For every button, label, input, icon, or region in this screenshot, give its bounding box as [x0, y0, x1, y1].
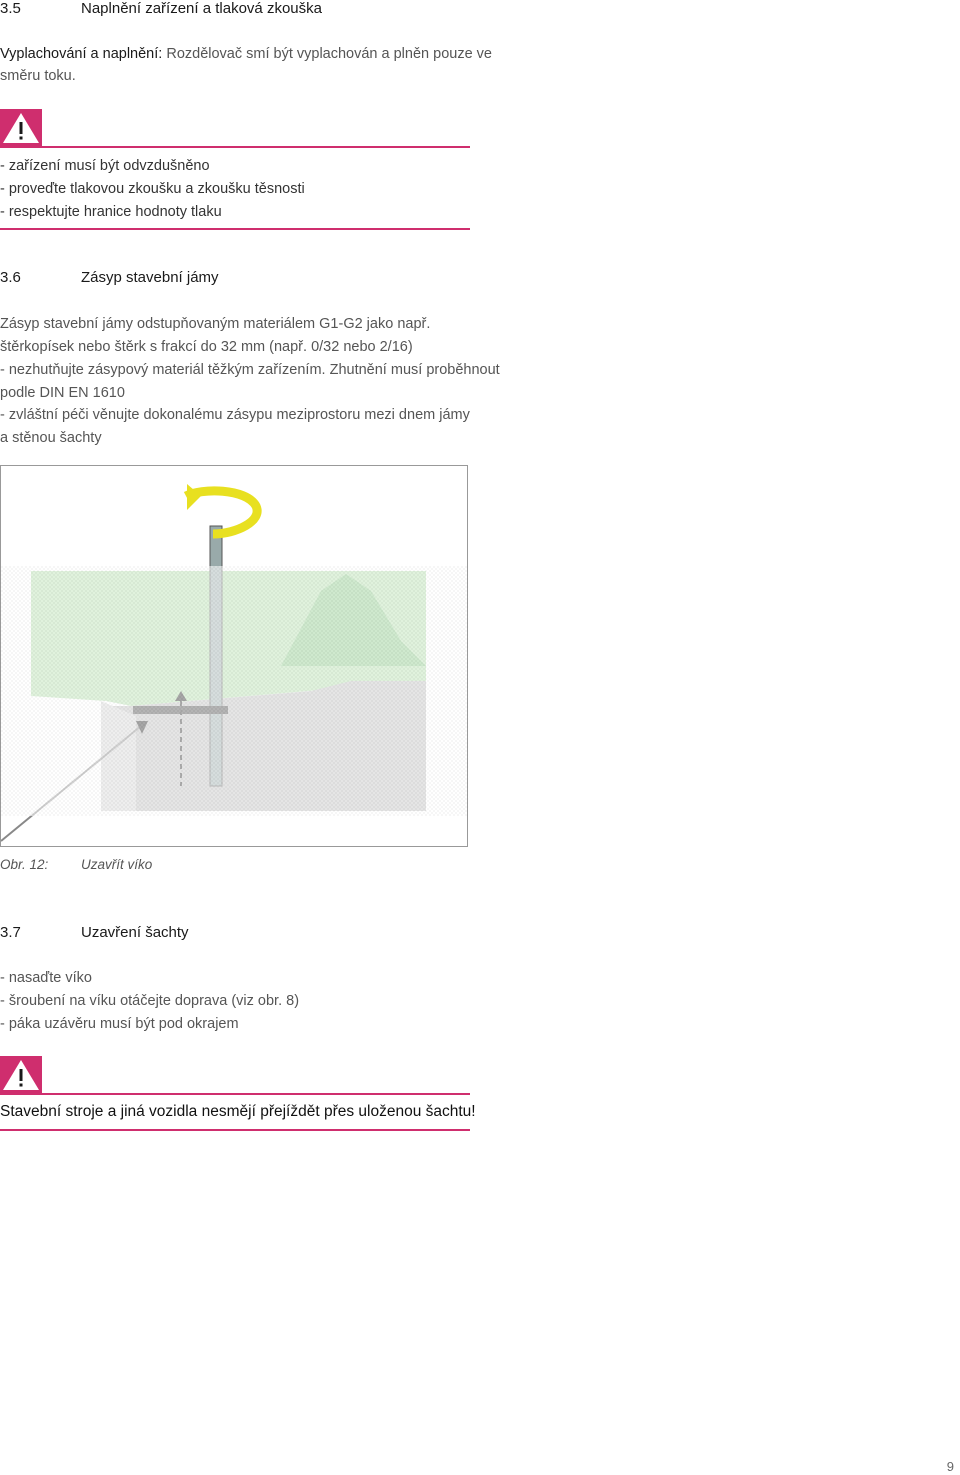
- warning-icon: [0, 1056, 42, 1094]
- page-number: 9: [946, 1459, 954, 1474]
- list-item: - nasaďte víko: [0, 970, 92, 986]
- body-line: podle DIN EN 1610: [0, 385, 125, 401]
- warning-item: - respektujte hranice hodnoty tlaku: [0, 204, 222, 220]
- list-item: - páka uzávěru musí být pod okrajem: [0, 1016, 239, 1032]
- warning-icon: [0, 109, 42, 147]
- list-item: - šroubení na víku otáčejte doprava (viz obr. 8): [0, 993, 300, 1009]
- warning-rule-top: [0, 146, 470, 148]
- warning-item: - zařízení musí být odvzdušněno: [0, 158, 210, 174]
- intro-label: Vyplachování a naplnění:: [0, 46, 163, 62]
- warning-rule-bottom: [0, 228, 470, 230]
- section-35-title: Naplnění zařízení a tlaková zkouška: [81, 0, 322, 17]
- section-37-title: Uzavření šachty: [81, 924, 189, 941]
- figure-caption-text: Uzavřít víko: [81, 857, 153, 872]
- intro-text-2: směru toku.: [0, 68, 76, 84]
- figure-caption-label: Obr. 12:: [0, 857, 49, 872]
- section-35-intro: [0, 43, 492, 66]
- warning-rule-bottom: [0, 1129, 470, 1131]
- section-37-number: 3.7: [0, 924, 21, 941]
- body-line: - zvláštní péči věnujte dokonalému zásypu meziprostoru mezi dnem jámy: [0, 407, 470, 423]
- warning-item: - proveďte tlakovou zkoušku a zkoušku těsnosti: [0, 181, 305, 197]
- body-line: a stěnou šachty: [0, 430, 102, 446]
- body-line: Zásyp stavební jámy odstupňovaným materiálem G1-G2 jako např.: [0, 316, 431, 332]
- intro-text-1: Rozdělovač smí být vyplachován a plněn pouze ve: [162, 46, 492, 62]
- shaft-illustration: [1, 466, 467, 846]
- section-36-number: 3.6: [0, 269, 21, 286]
- section-35-number: 3.5: [0, 0, 21, 17]
- warning-rule-top: [0, 1093, 470, 1095]
- section-36-title: Zásyp stavební jámy: [81, 269, 219, 286]
- warning-text: Stavební stroje a jiná vozidla nesmějí přejíždět přes uloženou šachtu!: [0, 1103, 476, 1120]
- body-line: štěrkopísek nebo štěrk s frakcí do 32 mm (např. 0/32 nebo 2/16): [0, 339, 413, 355]
- figure-frame: [0, 465, 468, 847]
- body-line: - nezhutňujte zásypový materiál těžkým zařízením. Zhutnění musí proběhnout: [0, 362, 500, 378]
